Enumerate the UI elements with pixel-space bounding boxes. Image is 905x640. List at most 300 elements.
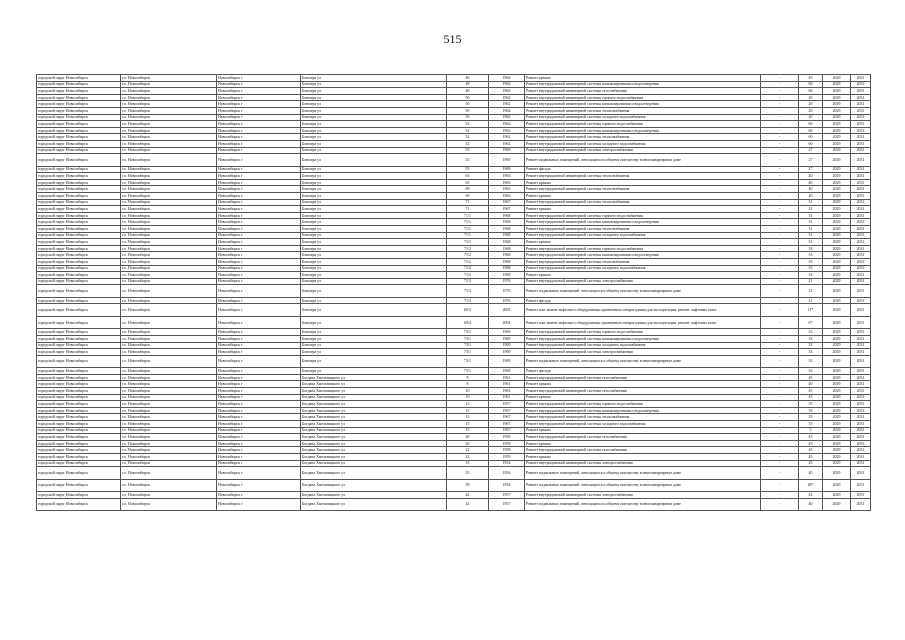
locality-cell: г.о. Новосибирск [121,173,217,180]
street-cell: Блюхера ул [301,166,447,173]
year-cell: 1969 [489,147,525,154]
municipality-cell: городской округ Новосибирск [37,232,121,239]
street-cell: Блюхера ул [301,114,447,121]
city-cell: Новосибирск г [217,414,301,421]
year-cell: 1962 [489,88,525,95]
dash-cell: - [761,239,799,246]
table-row [37,329,871,336]
year-cell: 1969 [489,349,525,356]
dash-cell: - [761,81,799,88]
dash-cell: - [761,454,799,461]
end-year-cell: 2031 [851,225,871,232]
year-cell: 1967 [489,407,525,414]
work-type-cell: Ремонт или замена лифтового оборудования, признанного непригодным для эксплуатации, ремонт лифтовых шахт [525,316,761,329]
municipality-cell: городской округ Новосибирск [37,206,121,213]
house-cell: 69/4 [447,316,489,329]
start-year-cell: 2029 [823,186,851,193]
dash-cell: - [761,140,799,147]
house-cell: 71/2 [447,272,489,279]
end-year-cell: 2031 [851,342,871,349]
municipality-cell: городской округ Новосибирск [37,394,121,401]
municipality-cell: городской округ Новосибирск [37,199,121,206]
municipality-cell: городской округ Новосибирск [37,440,121,447]
start-year-cell: 2029 [823,401,851,408]
dash-cell: - [761,342,799,349]
end-year-cell: 2031 [851,336,871,343]
municipality-cell: городской округ Новосибирск [37,421,121,428]
value-cell: 21 [799,297,823,304]
locality-cell: г.о. Новосибирск [121,355,217,368]
end-year-cell: 2031 [851,285,871,298]
year-cell: 1976 [489,297,525,304]
street-cell: Блюхера ул [301,258,447,265]
locality-cell: г.о. Новосибирск [121,407,217,414]
work-type-cell: Ремонт фасада [525,368,761,375]
city-cell: Новосибирск г [217,114,301,121]
table-row [37,355,871,368]
year-cell: 1959 [489,447,525,454]
city-cell: Новосибирск г [217,316,301,329]
street-cell: Богдана Хмельницкого ул [301,467,447,480]
end-year-cell: 2031 [851,440,871,447]
year-cell: 1962 [489,101,525,108]
table-row [37,368,871,375]
work-type-cell: Ремонт внутридомовой инженерной системы электроснабжения [525,278,761,285]
value-cell: 45 [799,388,823,395]
street-cell: Богдана Хмельницкого ул [301,414,447,421]
start-year-cell: 2029 [823,427,851,434]
table-row [37,278,871,285]
table-row [37,252,871,259]
year-cell: 2005 [489,304,525,317]
city-cell: Новосибирск г [217,81,301,88]
street-cell: Блюхера ул [301,304,447,317]
start-year-cell: 2029 [823,121,851,128]
dash-cell: - [761,265,799,272]
house-cell: 48 [447,81,489,88]
city-cell: Новосибирск г [217,179,301,186]
value-cell: 45 [799,374,823,381]
city-cell: Новосибирск г [217,147,301,154]
end-year-cell: 2031 [851,166,871,173]
street-cell: Блюхера ул [301,206,447,213]
start-year-cell: 2029 [823,460,851,467]
start-year-cell: 2029 [823,134,851,141]
table-row [37,492,871,499]
value-cell: 40 [799,173,823,180]
dash-cell: - [761,368,799,375]
start-year-cell: 2029 [823,336,851,343]
work-type-cell: Ремонт или замена лифтового оборудования, признанного непригодным для эксплуатации, ремонт лифтовых шахт [525,304,761,317]
locality-cell: г.о. Новосибирск [121,304,217,317]
street-cell: Блюхера ул [301,245,447,252]
value-cell: 31 [799,206,823,213]
city-cell: Новосибирск г [217,434,301,441]
house-cell: 71/3 [447,285,489,298]
work-type-cell: Ремонт внутридомовой инженерной системы холодного водоснабжения [525,421,761,428]
work-type-cell: Ремонт крыши [525,239,761,246]
end-year-cell: 2031 [851,498,871,511]
locality-cell: г.о. Новосибирск [121,349,217,356]
house-cell: 71/1 [447,212,489,219]
house-cell: 48 [447,88,489,95]
end-year-cell: 2031 [851,479,871,492]
work-type-cell: Ремонт внутридомовой инженерной системы горячего водоснабжения [525,329,761,336]
year-cell: 1959 [489,454,525,461]
year-cell: 1968 [489,265,525,272]
city-cell: Новосибирск г [217,245,301,252]
street-cell: Блюхера ул [301,186,447,193]
street-cell: Богдана Хмельницкого ул [301,374,447,381]
city-cell: Новосибирск г [217,421,301,428]
dash-cell: - [761,134,799,141]
dash-cell: - [761,407,799,414]
dash-cell: - [761,186,799,193]
start-year-cell: 2029 [823,94,851,101]
start-year-cell: 2029 [823,232,851,239]
house-cell: 55 [447,154,489,167]
dash-cell: - [761,121,799,128]
value-cell: 31 [799,232,823,239]
locality-cell: г.о. Новосибирск [121,421,217,428]
city-cell: Новосибирск г [217,479,301,492]
house-cell: 50 [447,94,489,101]
locality-cell: г.о. Новосибирск [121,381,217,388]
locality-cell: г.о. Новосибирск [121,245,217,252]
municipality-cell: городской округ Новосибирск [37,278,121,285]
end-year-cell: 2031 [851,414,871,421]
work-type-cell: Ремонт внутридомовой инженерной системы горячего водоснабжения [525,245,761,252]
locality-cell: г.о. Новосибирск [121,166,217,173]
street-cell: Богдана Хмельницкого ул [301,479,447,492]
value-cell: 60 [799,134,823,141]
dash-cell: - [761,232,799,239]
locality-cell: г.о. Новосибирск [121,206,217,213]
municipality-cell: городской округ Новосибирск [37,134,121,141]
value-cell: 5 [799,427,823,434]
city-cell: Новосибирск г [217,342,301,349]
table-row [37,154,871,167]
city-cell: Новосибирск г [217,101,301,108]
dash-cell: - [761,179,799,186]
house-cell: 73/1 [447,342,489,349]
house-cell: 69 [447,193,489,200]
start-year-cell: 2029 [823,212,851,219]
value-cell: 33 [799,349,823,356]
dash-cell: - [761,401,799,408]
table-row [37,193,871,200]
city-cell: Новосибирск г [217,127,301,134]
street-cell: Блюхера ул [301,265,447,272]
street-cell: Богдана Хмельницкого ул [301,447,447,454]
start-year-cell: 2029 [823,127,851,134]
city-cell: Новосибирск г [217,388,301,395]
house-cell: 15 [447,427,489,434]
city-cell: Новосибирск г [217,460,301,467]
house-cell: 71/1 [447,239,489,246]
table-row [37,134,871,141]
table-row [37,272,871,279]
year-cell: 1959 [489,440,525,447]
work-type-cell: Ремонт крыши [525,75,761,82]
municipality-cell: городской округ Новосибирск [37,272,121,279]
city-cell: Новосибирск г [217,427,301,434]
municipality-cell: городской округ Новосибирск [37,252,121,259]
house-cell: 33 [447,460,489,467]
dash-cell: - [761,467,799,480]
dash-cell: - [761,166,799,173]
end-year-cell: 2031 [851,394,871,401]
start-year-cell: 2029 [823,219,851,226]
year-cell: 1962 [489,81,525,88]
house-cell: 50 [447,101,489,108]
municipality-cell: городской округ Новосибирск [37,225,121,232]
start-year-cell: 2029 [823,349,851,356]
dash-cell: - [761,278,799,285]
year-cell: 1961 [489,381,525,388]
municipality-cell: городской округ Новосибирск [37,454,121,461]
end-year-cell: 2031 [851,297,871,304]
house-cell: 63 [447,173,489,180]
start-year-cell: 2029 [823,193,851,200]
end-year-cell: 2031 [851,401,871,408]
municipality-cell: городской округ Новосибирск [37,239,121,246]
city-cell: Новосибирск г [217,140,301,147]
street-cell: Блюхера ул [301,285,447,298]
year-cell: 1976 [489,278,525,285]
municipality-cell: городской округ Новосибирск [37,258,121,265]
house-cell: 71 [447,206,489,213]
table-row [37,349,871,356]
value-cell: 45 [799,454,823,461]
municipality-cell: городской округ Новосибирск [37,212,121,219]
locality-cell: г.о. Новосибирск [121,342,217,349]
municipality-cell: городской округ Новосибирск [37,336,121,343]
value-cell: 35 [799,401,823,408]
start-year-cell: 2029 [823,239,851,246]
dash-cell: - [761,225,799,232]
dash-cell: - [761,460,799,467]
locality-cell: г.о. Новосибирск [121,414,217,421]
house-cell: 42 [447,498,489,511]
locality-cell: г.о. Новосибирск [121,252,217,259]
work-type-cell: Ремонт внутридомовой инженерной системы канализирования и водоотведения [525,127,761,134]
end-year-cell: 2031 [851,154,871,167]
city-cell: Новосибирск г [217,173,301,180]
work-type-cell: Ремонт крыши [525,394,761,401]
end-year-cell: 2031 [851,454,871,461]
street-cell: Блюхера ул [301,342,447,349]
start-year-cell: 2029 [823,140,851,147]
dash-cell: - [761,414,799,421]
locality-cell: г.о. Новосибирск [121,81,217,88]
end-year-cell: 2031 [851,355,871,368]
table-row [37,265,871,272]
table-row [37,498,871,511]
value-cell: 40 [799,186,823,193]
year-cell: 1962 [489,127,525,134]
locality-cell: г.о. Новосибирск [121,219,217,226]
locality-cell: г.о. Новосибирск [121,179,217,186]
table-row [37,239,871,246]
locality-cell: г.о. Новосибирск [121,88,217,95]
end-year-cell: 2031 [851,272,871,279]
locality-cell: г.о. Новосибирск [121,101,217,108]
dash-cell: - [761,219,799,226]
work-type-cell: Ремонт подвальных помещений, относящихся к общему имуществу в многоквартирном доме [525,154,761,167]
city-cell: Новосибирск г [217,75,301,82]
start-year-cell: 2029 [823,297,851,304]
locality-cell: г.о. Новосибирск [121,336,217,343]
work-type-cell: Ремонт крыши [525,179,761,186]
end-year-cell: 2031 [851,127,871,134]
city-cell: Новосибирск г [217,265,301,272]
locality-cell: г.о. Новосибирск [121,479,217,492]
street-cell: Блюхера ул [301,252,447,259]
value-cell: 60 [799,127,823,134]
end-year-cell: 2031 [851,467,871,480]
year-cell: 1969 [489,166,525,173]
year-cell: 1963 [489,193,525,200]
value-cell: 45 [799,440,823,447]
value-cell: 6* [799,316,823,329]
house-cell: 52 [447,127,489,134]
city-cell: Новосибирск г [217,336,301,343]
end-year-cell: 2031 [851,199,871,206]
locality-cell: г.о. Новосибирск [121,75,217,82]
street-cell: Блюхера ул [301,127,447,134]
year-cell: 1968 [489,212,525,219]
value-cell: 27 [799,166,823,173]
street-cell: Блюхера ул [301,355,447,368]
value-cell: 33 [799,245,823,252]
house-cell: 52 [447,134,489,141]
locality-cell: г.о. Новосибирск [121,316,217,329]
end-year-cell: 2031 [851,329,871,336]
house-cell: 63 [447,179,489,186]
municipality-cell: городской округ Новосибирск [37,407,121,414]
end-year-cell: 2031 [851,147,871,154]
locality-cell: г.о. Новосибирск [121,374,217,381]
work-type-cell: Ремонт внутридомовой инженерной системы холодного водоснабжения [525,140,761,147]
end-year-cell: 2031 [851,381,871,388]
year-cell: 1957 [489,401,525,408]
dash-cell: - [761,349,799,356]
value-cell: 33 [799,265,823,272]
table-row [37,206,871,213]
house-cell: 8 [447,381,489,388]
municipality-cell: городской округ Новосибирск [37,127,121,134]
start-year-cell: 2029 [823,225,851,232]
municipality-cell: городской округ Новосибирск [37,460,121,467]
end-year-cell: 2031 [851,81,871,88]
house-cell: 69/3 [447,304,489,317]
municipality-cell: городской округ Новосибирск [37,434,121,441]
end-year-cell: 2031 [851,427,871,434]
municipality-cell: городской округ Новосибирск [37,342,121,349]
value-cell: 45 [799,75,823,82]
house-cell: 35 [447,467,489,480]
municipality-cell: городской округ Новосибирск [37,401,121,408]
table-row [37,199,871,206]
street-cell: Блюхера ул [301,121,447,128]
city-cell: Новосибирск г [217,304,301,317]
city-cell: Новосибирск г [217,212,301,219]
locality-cell: г.о. Новосибирск [121,193,217,200]
start-year-cell: 2029 [823,467,851,480]
city-cell: Новосибирск г [217,121,301,128]
table-row [37,81,871,88]
locality-cell: г.о. Новосибирск [121,147,217,154]
work-type-cell: Ремонт внутридомовой инженерной системы газоснабжения [525,447,761,454]
table-body [37,75,871,511]
work-type-cell: Ремонт внутридомовой инженерной системы горячего водоснабжения [525,401,761,408]
dash-cell: - [761,434,799,441]
value-cell: 31 [799,199,823,206]
street-cell: Блюхера ул [301,368,447,375]
house-cell: 22 [447,447,489,454]
year-cell: 1962 [489,140,525,147]
municipality-cell: городской округ Новосибирск [37,479,121,492]
dash-cell: - [761,75,799,82]
dash-cell: - [761,101,799,108]
work-type-cell: Ремонт внутридомовой инженерной системы газоснабжения [525,88,761,95]
end-year-cell: 2031 [851,75,871,82]
dash-cell: - [761,107,799,114]
table-row [37,114,871,121]
work-type-cell: Ремонт подвальных помещений, относящихся к общему имуществу в многоквартирном доме [525,479,761,492]
work-type-cell: Ремонт внутридомовой инженерной системы канализирования и водоотведения [525,336,761,343]
house-cell: 52 [447,140,489,147]
dash-cell: - [761,492,799,499]
city-cell: Новосибирск г [217,219,301,226]
city-cell: Новосибирск г [217,232,301,239]
table-row [37,401,871,408]
start-year-cell: 2029 [823,304,851,317]
house-cell: 20 [447,434,489,441]
dash-cell: - [761,329,799,336]
city-cell: Новосибирск г [217,199,301,206]
end-year-cell: 2031 [851,94,871,101]
municipality-cell: городской округ Новосибирск [37,101,121,108]
city-cell: Новосибирск г [217,272,301,279]
start-year-cell: 2029 [823,199,851,206]
value-cell: 35 [799,421,823,428]
municipality-cell: городской округ Новосибирск [37,193,121,200]
municipality-cell: городской округ Новосибирск [37,88,121,95]
year-cell: 1961 [489,374,525,381]
value-cell: 35 [799,414,823,421]
start-year-cell: 2029 [823,498,851,511]
locality-cell: г.о. Новосибирск [121,186,217,193]
table-row [37,374,871,381]
work-type-cell: Ремонт крыши [525,440,761,447]
start-year-cell: 2029 [823,381,851,388]
city-cell: Новосибирск г [217,454,301,461]
house-cell: 73/1 [447,336,489,343]
table-row [37,454,871,461]
table-row [37,336,871,343]
start-year-cell: 2029 [823,414,851,421]
municipality-cell: городской округ Новосибирск [37,388,121,395]
city-cell: Новосибирск г [217,186,301,193]
value-cell: 40 [799,193,823,200]
locality-cell: г.о. Новосибирск [121,492,217,499]
dash-cell: - [761,498,799,511]
end-year-cell: 2031 [851,278,871,285]
end-year-cell: 2031 [851,258,871,265]
dash-cell: - [761,88,799,95]
